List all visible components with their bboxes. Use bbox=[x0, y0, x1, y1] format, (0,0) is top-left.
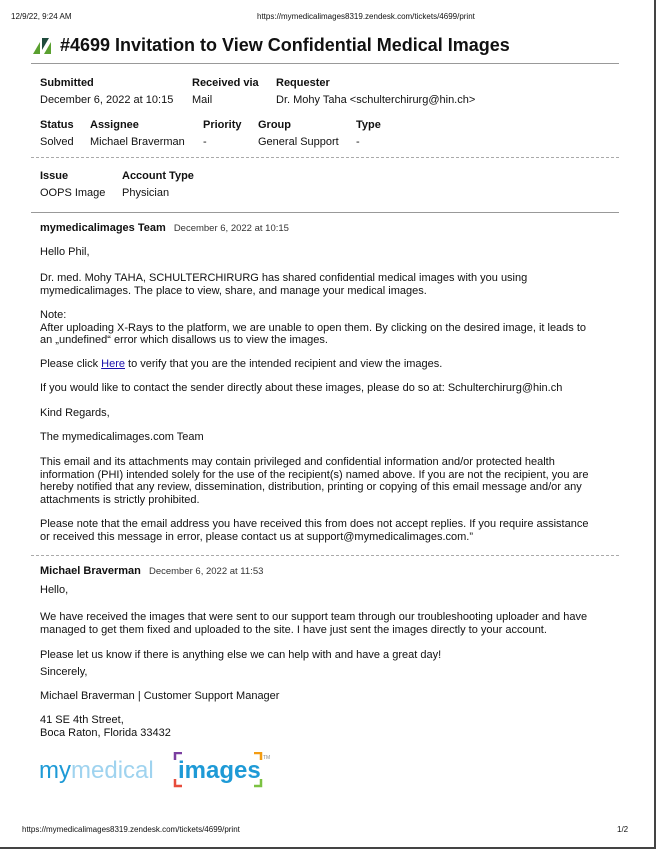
group-value: General Support bbox=[258, 136, 339, 148]
comment-paragraph bbox=[40, 611, 615, 636]
comment-author: Michael Braverman bbox=[40, 565, 141, 577]
divider bbox=[31, 212, 619, 213]
type-value: - bbox=[356, 136, 360, 148]
print-datetime: 12/9/22, 9:24 AM bbox=[11, 12, 72, 21]
logo-my: my bbox=[39, 757, 71, 784]
type-field bbox=[356, 119, 381, 148]
verify-paragraph bbox=[40, 358, 615, 371]
assignee-label: Assignee bbox=[90, 119, 139, 131]
legal-paragraph bbox=[40, 456, 615, 506]
comment-author: mymedicalimages Team bbox=[40, 222, 166, 234]
ticket-title-row bbox=[33, 35, 510, 56]
received-via-value: Mail bbox=[192, 94, 213, 106]
requester-value: Dr. Mohy Taha <schulterchirurg@hin.ch> bbox=[276, 94, 476, 106]
received-via-field bbox=[192, 77, 259, 106]
requester-label: Requester bbox=[276, 77, 330, 89]
text-line: We have received the images that were sent to our support team through our troubleshooting uploader and have bbox=[40, 611, 588, 623]
received-via-label: Received via bbox=[192, 77, 259, 89]
text-line: hereby notified that any review, dissemination, distribution, printing or copying of this email message and/or any bbox=[40, 481, 582, 493]
status-field bbox=[40, 119, 74, 148]
here-link[interactable]: Here bbox=[101, 358, 125, 370]
text-line: After uploading X-Rays to the platform, we are unable to open them. By clicking on the desired image, it leads to bbox=[40, 321, 587, 334]
group-field bbox=[258, 119, 339, 148]
page-number: 1/2 bbox=[617, 825, 629, 834]
text-line: Dr. med. Mohy TAHA, SCHULTERCHIRURG has shared confidential medical images with you using bbox=[40, 272, 528, 284]
text-line: information (PHI) intended solely for the use of the recipient(s) named above. If you are not the recipient, you are bbox=[40, 468, 589, 481]
ticket-title: #4699 Invitation to View Confidential Medical Images bbox=[60, 35, 510, 55]
print-header-url: https://mymedicalimages8319.zendesk.com/tickets/4699/print bbox=[257, 12, 475, 21]
zendesk-logo-icon bbox=[33, 38, 53, 54]
text-line: or received this message in error, please contact us at support@mymedicalimages.com.” bbox=[40, 530, 474, 543]
note-paragraph bbox=[40, 309, 615, 347]
submitted-field bbox=[40, 77, 173, 106]
submitted-value: December 6, 2022 at 10:15 bbox=[40, 94, 174, 106]
issue-label: Issue bbox=[40, 170, 69, 182]
comment-greeting: Hello Phil, bbox=[40, 246, 90, 258]
comment-timestamp: December 6, 2022 at 11:53 bbox=[148, 566, 264, 577]
text-line: an „undefined“ error which disallows us to view the images. bbox=[40, 334, 328, 346]
account-type-value: Physician bbox=[122, 187, 170, 199]
priority-field bbox=[203, 119, 242, 148]
status-value: Solved bbox=[40, 136, 74, 148]
text-line: This email and its attachments may contain privileged and confidential information and/or protected health bbox=[40, 456, 555, 468]
text-line: attachments is strictly prohibited. bbox=[40, 493, 200, 506]
mymedicalimages-logo bbox=[39, 752, 279, 792]
logo-tm: TM bbox=[263, 755, 271, 761]
divider bbox=[31, 63, 619, 64]
address-line: Boca Raton, Florida 33432 bbox=[40, 726, 171, 739]
address-line: 41 SE 4th Street, bbox=[40, 714, 124, 726]
regards-text: Kind Regards, bbox=[40, 407, 110, 419]
priority-value: - bbox=[203, 136, 207, 148]
signature-text: Michael Braverman | Customer Support Manager bbox=[40, 690, 280, 702]
address-block bbox=[40, 714, 615, 739]
text-segment: to verify that you are the intended recipient and view the images. bbox=[124, 358, 443, 370]
logo-medical: medical bbox=[71, 757, 154, 784]
comment-timestamp: December 6, 2022 at 10:15 bbox=[173, 223, 289, 234]
note-label: Note: bbox=[40, 309, 67, 321]
comment-paragraph bbox=[40, 272, 615, 297]
account-type-label: Account Type bbox=[122, 170, 194, 182]
text-line: Please note that the email address you have received this from does not accept replies. If you require assistance bbox=[40, 518, 589, 530]
contact-paragraph: If you would like to contact the sender directly about these images, please do so at: Schulterchirurg@hin.ch bbox=[40, 382, 563, 394]
comment-header bbox=[40, 222, 289, 234]
text-segment: Please click bbox=[40, 358, 102, 370]
print-footer-url: https://mymedicalimages8319.zendesk.com/tickets/4699/print bbox=[22, 825, 240, 834]
text-line: mymedicalimages. The place to view, share, and manage your medical images. bbox=[40, 284, 427, 297]
sincerely-text: Sincerely, bbox=[40, 666, 88, 678]
priority-label: Priority bbox=[203, 119, 242, 131]
issue-value: OOPS Image bbox=[40, 187, 106, 199]
divider bbox=[31, 555, 619, 556]
assignee-field bbox=[90, 119, 185, 148]
type-label: Type bbox=[356, 119, 381, 131]
group-label: Group bbox=[258, 119, 291, 131]
requester-field bbox=[276, 77, 475, 106]
text-line: managed to get them fixed and uploaded to the site. I have just sent the images directly to your account. bbox=[40, 623, 547, 636]
comment-greeting: Hello, bbox=[40, 584, 69, 596]
submitted-label: Submitted bbox=[40, 77, 94, 89]
assignee-value: Michael Braverman bbox=[90, 136, 185, 148]
account-type-field bbox=[122, 170, 194, 199]
logo-images: images bbox=[178, 757, 261, 784]
comment-paragraph: Please let us know if there is anything else we can help with and have a great day! bbox=[40, 649, 442, 661]
issue-field bbox=[40, 170, 105, 199]
team-text: The mymedicalimages.com Team bbox=[40, 431, 204, 443]
noreply-paragraph bbox=[40, 518, 615, 543]
status-label: Status bbox=[40, 119, 74, 131]
comment-header bbox=[40, 565, 263, 577]
divider bbox=[31, 157, 619, 158]
